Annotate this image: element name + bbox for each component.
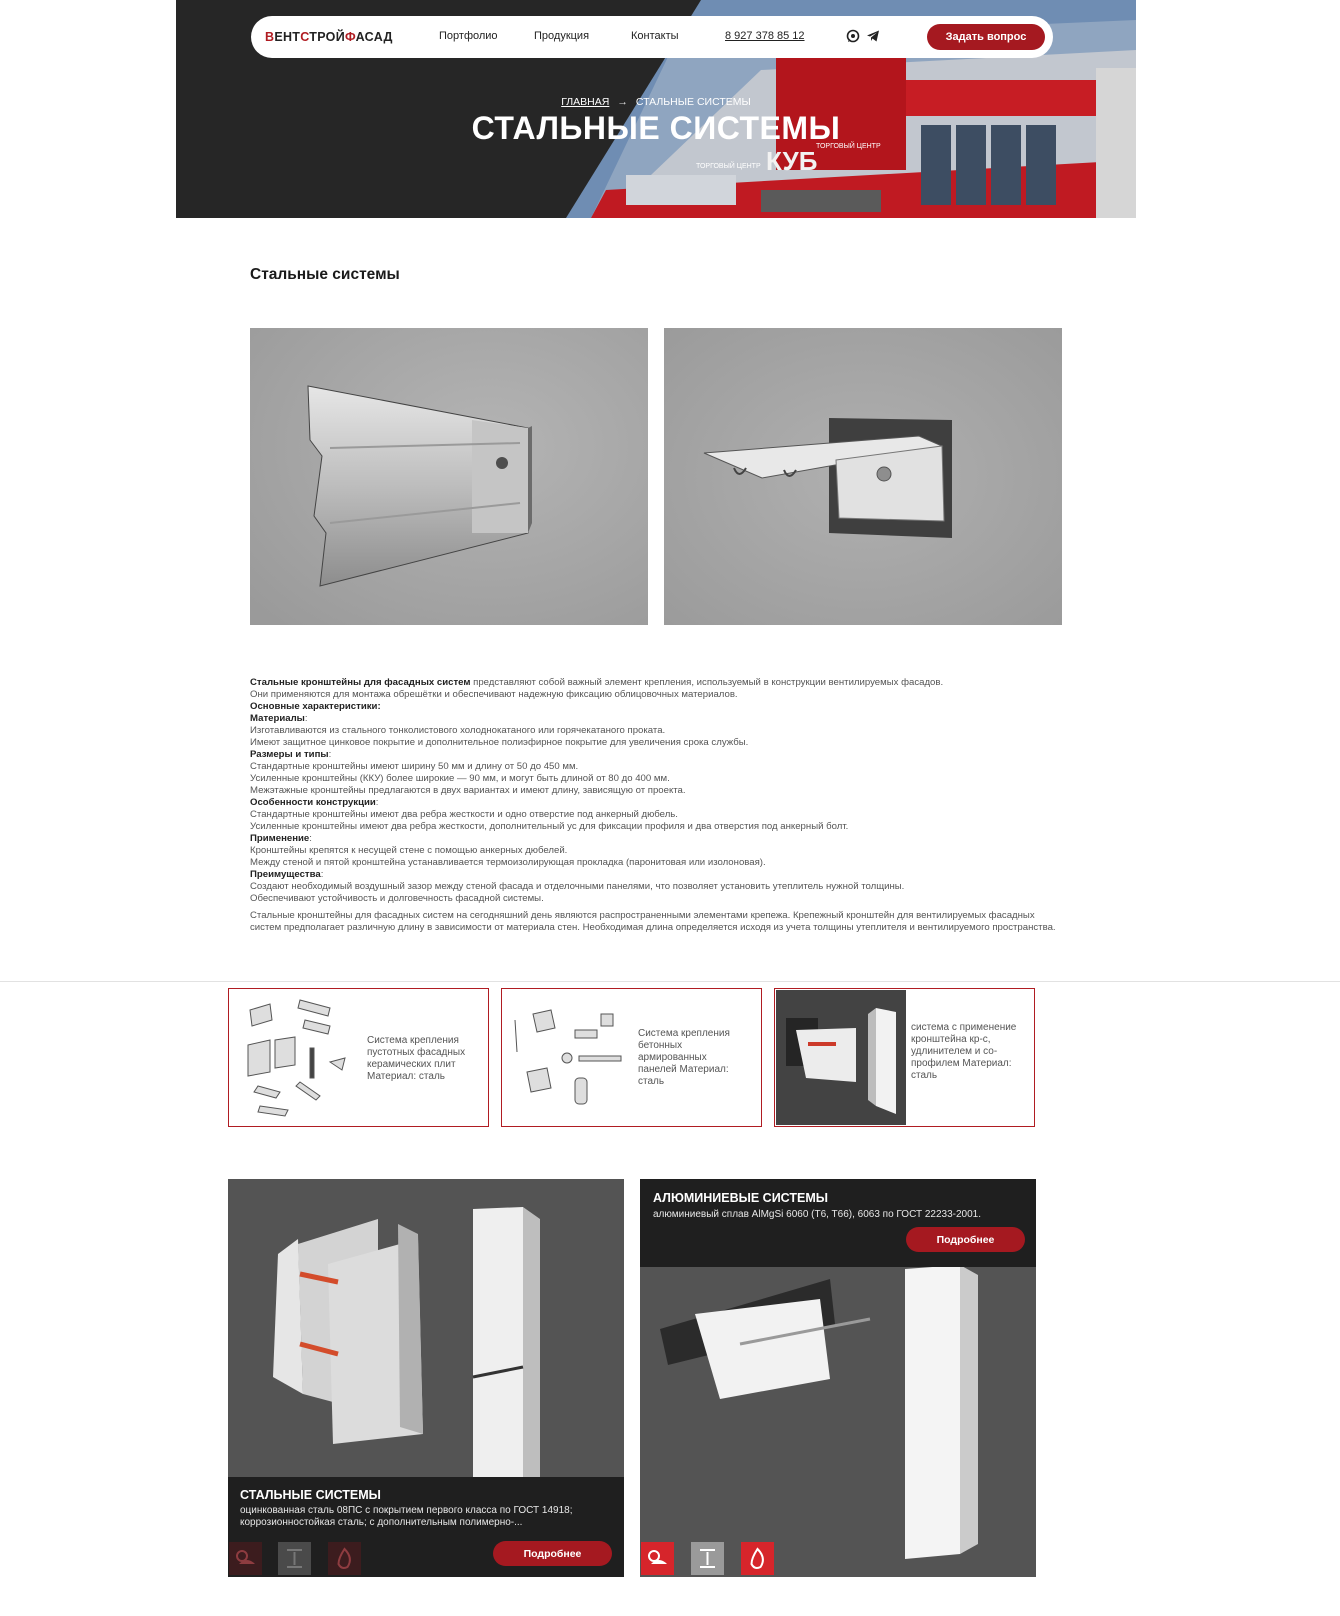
weather-icon — [641, 1542, 674, 1575]
fire-icon — [741, 1542, 774, 1575]
divider — [0, 981, 1340, 982]
usage-line-1: Кронштейны крепятся к несущей стене с помощью анкерных дюбелей. — [250, 845, 568, 856]
system-card-ceramic[interactable] — [228, 988, 489, 1127]
card-text: Система крепления бетонных армированных панелей Материал: сталь — [638, 1028, 730, 1087]
breadcrumb-current: СТАЛЬНЫЕ СИСТЕМЫ — [635, 96, 751, 108]
product-title: СТАЛЬНЫЕ СИСТЕМЫ — [240, 1488, 381, 1502]
whatsapp-icon[interactable] — [846, 29, 860, 43]
breadcrumb — [176, 96, 1136, 108]
usage-line-2: Между стеной и пятой кронштейна устанавливается термоизолирующая прокладка (паронитовая или изолоновая). — [250, 857, 766, 868]
card-text: Система крепления пустотных фасадных керамических плит Материал: сталь — [367, 1035, 466, 1082]
description-text: Стальные кронштейны для фасадных систем представляют собой важный элемент крепления, используемый в конструкции вентилируемых фасадов. Они применяются для монтажа обрешётки и обеспечивают надежную фиксацию облицовочных материалов. Основные характеристики: Материалы: Изготавливаются из стального тонколистового холоднокатаного или горячекатаного проката. Имеют защитное цинковое покрытие и дополнительное полиэфирное покрытие для увеличения срока службы. Размеры и типы: Стандартные кронштейны имеют ширину 50 мм и длину от 50 до 450 мм. Усиленные кронштейны (ККУ) более широкие — 90 мм, и могут быть длиной от 80 до 400 мм. Межэтажные кронштейны предлагаются в двух вариантах и имеют длину, зависящую от проекта. Особенности конструкции: Стандартные кронштейны имеют два ребра жесткости и одно отверстие под анкерный дюбель. Усиленные кронштейны имеют два ребра жесткости, дополнительный ус для фиксации профиля и два отверстия под анкерный болт. Применение: Кронштейны крепятся к несущей стене с помощью анкерных дюбелей. Между стеной и пятой кронштейна устанавливается термоизолирующая прокладка (паронитовая или изолоновая). Преимущества: Создают необходимый воздушный зазор между стеной фасада и отделочными панелями, что позволяет установить утеплитель нужной толщины. Обеспечивают устойчивость и долговечность фасадной системы. Стальные кронштейны для фасадных систем на сегодняшний день являются распространенными элементами крепежа. Крепежный кронштейн для вентилируемых фасадных систем предполагает различную длину в зависимости от материала стен. Необходимая длина определяется исходя из учета толщины утеплителя и вентилируемого пространства. — [250, 677, 1060, 934]
closing-paragraph: Стальные кронштейны для фасадных систем на сегодняшний день являются распространенными элементами крепежа. Крепежный кронштейн для вентилируемых фасадных систем предполагает различную длину в зависимости от материала стен. Необходимая длина определяется исходя из учета толщины утеплителя и вентилируемого пространства. — [250, 910, 1056, 933]
system-card-concrete[interactable] — [501, 988, 762, 1127]
materials-line-1: Изготавливаются из стального тонколистового холоднокатаного или горячекатаного проката. — [250, 725, 666, 736]
height-icon — [278, 1542, 311, 1575]
bracket-photo-1[interactable] — [250, 328, 648, 625]
sizes-line-3: Межэтажные кронштейны предлагаются в двух вариантах и имеют длину, зависящую от проекта. — [250, 785, 686, 796]
sizes-line-2: Усиленные кронштейны (ККУ) более широкие — 90 мм, и могут быть длиной от 80 до 400 мм. — [250, 773, 670, 784]
design-line-2: Усиленные кронштейны имеют два ребра жесткости, дополнительный ус для фиксации профиля и два отверстия под анкерный болт. — [250, 821, 849, 832]
heading-main-characteristics: Основные характеристики — [250, 701, 378, 712]
weather-icon — [229, 1542, 262, 1575]
ceramic-parts-image — [230, 990, 360, 1125]
materials-line-2: Имеют защитное цинковое покрытие и дополнительное полиэфирное покрытие для увеличения срока службы. — [250, 737, 749, 748]
height-icon — [691, 1542, 724, 1575]
bracket-system-image — [776, 990, 906, 1125]
heading-usage: Применение — [250, 833, 310, 844]
bracket-photo-2[interactable] — [664, 328, 1062, 625]
product-title: АЛЮМИНИЕВЫЕ СИСТЕМЫ — [653, 1191, 829, 1205]
heading-sizes: Размеры и типы — [250, 749, 329, 760]
more-button[interactable]: Подробнее — [493, 1541, 612, 1566]
advantages-line-1: Создают необходимый воздушный зазор между стеной фасада и отделочными панелями, что позволяет установить утеплитель нужной толщины. — [250, 881, 905, 892]
product-desc: алюминиевый сплав AlMgSi 6060 (T6, T66), 6063 по ГОСТ 22233-2001. — [653, 1209, 982, 1220]
heading-design: Особенности конструкции — [250, 797, 376, 808]
product-aluminum[interactable] — [640, 1179, 1036, 1577]
intro-paragraph: Стальные кронштейны для фасадных систем представляют собой важный элемент крепления, используемый в конструкции вентилируемых фасадов. — [250, 677, 944, 688]
breadcrumb-home[interactable]: ГЛАВНАЯ — [561, 96, 610, 108]
fire-icon — [328, 1542, 361, 1575]
design-line-1: Стандартные кронштейны имеют два ребра жесткости и одно отверстие под анкерный дюбель. — [250, 809, 678, 820]
nav-products[interactable]: Продукция — [534, 30, 590, 42]
logo[interactable]: ВЕНТСТРОЙФАСАД — [265, 30, 393, 44]
heading-advantages: Преимущества — [250, 869, 321, 880]
sign-kub: КУБ — [766, 146, 818, 176]
advantages-line-2: Обеспечивают устойчивость и долговечность фасадной системы. — [250, 893, 544, 904]
section-title: Стальные системы — [250, 266, 400, 283]
ask-question-button[interactable]: Задать вопрос — [927, 24, 1045, 50]
more-button[interactable]: Подробнее — [906, 1227, 1025, 1252]
card-text: система с применение кронштейна кр-с, удлинителем и со-профилем Материал: сталь — [911, 1022, 1017, 1081]
top-navbar — [251, 16, 1053, 58]
sizes-line-1: Стандартные кронштейны имеют ширину 50 мм и длину от 50 до 450 мм. — [250, 761, 579, 772]
nav-portfolio[interactable]: Портфолио — [439, 30, 498, 42]
heading-materials: Материалы — [250, 713, 305, 724]
breadcrumb-arrow-icon: → — [617, 96, 628, 108]
sign-mall-2: ТОРГОВЫЙ ЦЕНТР — [696, 163, 761, 170]
page-title: СТАЛЬНЫЕ СИСТЕМЫ — [471, 110, 841, 146]
phone-link[interactable]: 8 927 378 85 12 — [725, 30, 805, 42]
intro-line-2: Они применяются для монтажа обрешётки и обеспечивают надежную фиксацию облицовочных материалов. — [250, 689, 738, 700]
nav-contacts[interactable]: Контакты — [631, 30, 679, 42]
concrete-parts-image — [503, 990, 633, 1125]
sign-mall-1: ТОРГОВЫЙ ЦЕНТР — [816, 143, 881, 150]
hero-banner — [176, 0, 1136, 218]
product-steel[interactable] — [228, 1179, 624, 1577]
system-card-bracket[interactable] — [774, 988, 1035, 1127]
telegram-icon[interactable] — [866, 29, 880, 43]
product-desc: оцинкованная сталь 08ПС с покрытием первого класса по ГОСТ 14918; коррозионностойкая сталь; с дополнительным полимерно-... — [240, 1505, 573, 1528]
